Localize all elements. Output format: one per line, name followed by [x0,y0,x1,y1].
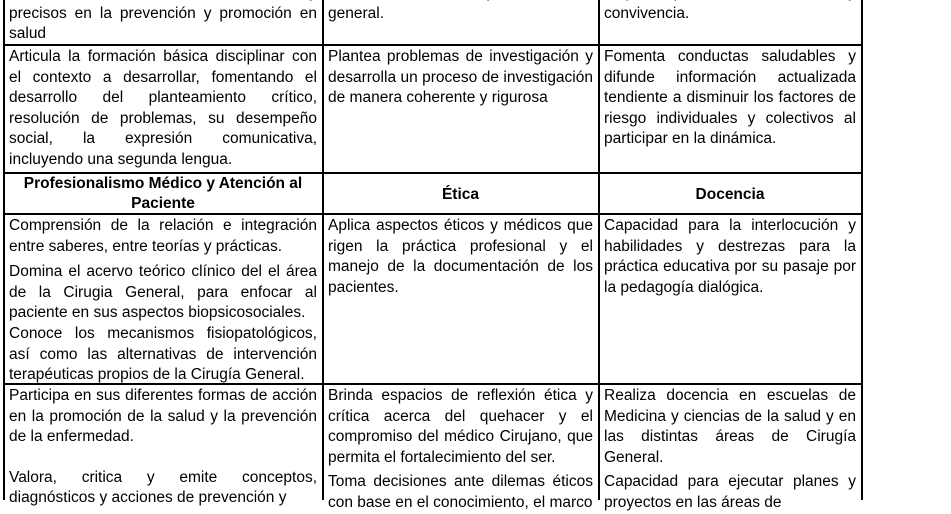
cell-text: Realiza docencia en escuelas de Medicina y ciencias de la salud y en las distintas áreas de Cirugía General. [604,387,856,466]
cell-text: Articula la formación básica disciplinar con el contexto a desarrollar, fomentando el desarrollo del planteamiento crítico, resolución de problemas, su desempeño social, la expresión comunicativa, incluyendo una segunda lengua. [9,48,317,168]
table-border-left [3,0,5,500]
cell-text: Domina el acervo teórico clínico del el área de la Cirugia General, para enfocar al paciente en sus aspectos biopsicosociales. [9,263,317,322]
table-cell [328,47,593,109]
table-cell [9,47,317,171]
table-cell [328,0,593,24]
table-border-right [861,0,863,500]
cell-text: Participa en sus diferentes formas de acción en la promoción de la salud y la prevención de la enfermedad. [9,387,317,446]
column-header-teaching: Docencia [695,186,765,203]
cell-text: precisos en la prevención y promoción en salud [9,4,317,43]
column-divider-2 [598,0,600,500]
cell-text: Plantea problemas de investigación y desarrolla un proceso de investigación de manera coherente y rigurosa [328,48,593,107]
table-cell [328,386,593,514]
table-cell [604,47,856,150]
cell-text: Toma decisiones ante dilemas éticos con base en el conocimiento, el marco [328,473,593,511]
table-cell [9,0,317,45]
cell-text: Comprensión de la relación e integración entre saberes, entre teorías y prácticas. [9,217,317,255]
table-cell [328,216,593,298]
cell-text: Conoce los mecanismos fisiopatológicos, así como las alternativas de intervención terapéuticas propios de la Cirugía General. [9,324,317,384]
table-cell [604,386,856,514]
cell-text: Capacidad para ejecutar planes y proyectos en las áreas de [604,473,856,511]
cell-text: convivencia. [604,4,690,22]
cell-text: Valora, critica y emite conceptos, diagnósticos y acciones de prevención y [9,468,317,507]
cell-text: general. [328,4,385,22]
cell-text: Capacidad para la interlocución y habilidades y destrezas para la práctica educativa por su pasaje por la pedagogía dialógica. [604,217,856,296]
table-cell [9,216,317,386]
column-header-ethics: Ética [441,186,480,203]
column-divider-1 [322,0,324,500]
cell-text: Brinda espacios de reflexión ética y crítica acerca del quehacer y el compromiso del médico Cirujano, que permita el fortalecimiento del ser. [328,387,593,466]
cell-text: Aplica aspectos éticos y médicos que rigen la práctica profesional y el manejo de la documentación de los pacientes. [328,217,593,296]
column-header-professionalism: Profesionalismo Médico y Atención al Paciente [23,175,303,212]
table-cell [604,216,856,298]
table-cell [604,0,856,24]
table-cell [9,386,317,509]
cell-text: Fomenta conductas saludables y difunde información actualizada tendiente a disminuir los factores de riesgo individuales y colectivos al participar en la dinámica. [604,48,856,148]
